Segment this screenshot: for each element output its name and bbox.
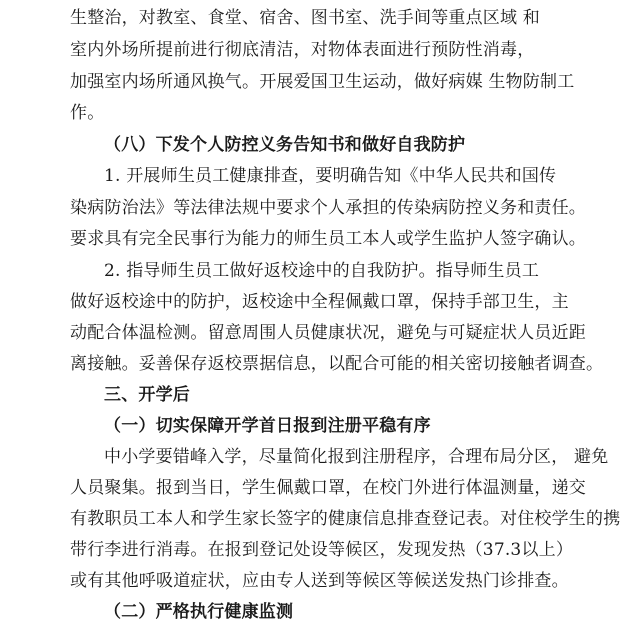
paragraph-line-3: 有教职员工本人和学生家长签字的健康信息排查登记表。对住校学生的携 (70, 509, 620, 529)
item-1-line-2: 染病防治法》等法律法规中要求个人承担的传染病防控义务和责任。 (70, 198, 586, 218)
item-1-line-3: 要求具有完全民事行为能力的师生员工本人或学生监护人签字确认。 (70, 229, 586, 249)
item-2-line-2: 做好返校途中的防护，返校途中全程佩戴口罩，保持手部卫生，主 (70, 292, 569, 312)
paragraph-line-4: 带行李进行消毒。在报到登记处设等候区，发现发热（37.3以上） (70, 540, 574, 560)
item-2-line-1: 2. 指导师生员工做好返校途中的自我防护。指导师生员工 (104, 261, 540, 281)
subsection-heading-8: （八）下发个人防控义务告知书和做好自我防护 (104, 135, 466, 155)
paragraph-line-1: 中小学要错峰入学，尽量简化报到注册程序，合理布局分区， 避免 (104, 447, 609, 467)
item-1-line-1: 1. 开展师生员工健康排查，要明确告知《中华人民共和国传 (104, 166, 557, 186)
text-line-1: 生整治，对教室、食堂、宿舍、图书室、洗手间等重点区域 和 (70, 8, 541, 28)
subsection-heading-2: （二）严格执行健康监测 (104, 602, 294, 622)
item-2-line-3: 动配合体温检测。留意周围人员健康状况，避免与可疑症状人员近距 (70, 323, 586, 343)
text-line-4: 作。 (70, 103, 105, 123)
item-2-line-4: 离接触。妥善保存返校票据信息，以配合可能的相关密切接触者调查。 (70, 354, 604, 374)
subsection-heading-1: （一）切实保障开学首日报到注册平稳有序 (104, 416, 431, 436)
paragraph-line-5: 或有其他呼吸道症状，应由专人送到等候区等候送发热门诊排查。 (70, 571, 569, 591)
paragraph-line-2: 人员聚集。报到当日，学生佩戴口罩，在校门外进行体温测量，递交 (70, 478, 586, 498)
text-line-2: 室内外场所提前进行彻底清洁，对物体表面进行预防性消毒， (70, 40, 535, 60)
section-heading-3: 三、开学后 (104, 385, 190, 405)
text-line-3: 加强室内场所通风换气。开展爱国卫生运动，做好病媒 生物防制工 (70, 72, 575, 92)
